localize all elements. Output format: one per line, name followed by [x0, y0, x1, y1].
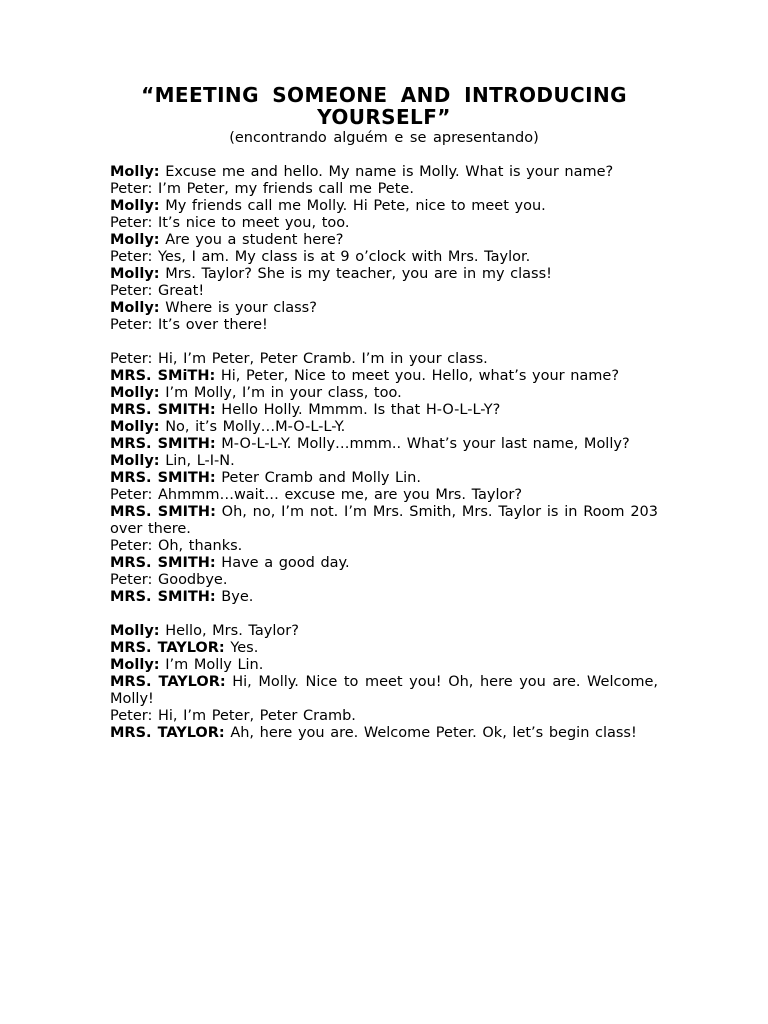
line-text: Oh, no, I’m not. I’m Mrs. Smith, Mrs. Taylor is in Room 203 over there. [110, 504, 659, 537]
line-text: Bye. [215, 589, 254, 605]
line-text: I’m Molly, I’m in your class, too. [159, 385, 402, 401]
speaker-name: Molly: [110, 300, 160, 316]
dialogue-line [110, 385, 658, 402]
speaker-name: MRS. SMITH: [110, 470, 216, 486]
dialogue-line [110, 640, 658, 657]
dialogue-line [110, 300, 658, 317]
line-text: Peter: Hi, I’m Peter, Peter Cramb. I’m in your class. [110, 351, 488, 367]
dialogue-line [110, 589, 658, 606]
line-text: Peter: Oh, thanks. [110, 538, 243, 554]
speaker-name: MRS. SMITH: [110, 436, 216, 452]
speaker-name: Molly: [110, 164, 160, 180]
line-text: Lin, L-I-N. [159, 453, 235, 469]
document-title: “MEETING SOMEONE AND INTRODUCING YOURSELF” [141, 83, 627, 129]
line-text: Peter: Yes, I am. My class is at 9 o’clock with Mrs. Taylor. [110, 249, 531, 265]
speaker-name: MRS. TAYLOR: [110, 725, 225, 741]
line-text: M-O-L-L-Y. Molly…mmm.. What’s your last name, Molly? [215, 436, 630, 452]
speaker-name: MRS. SMITH: [110, 504, 216, 520]
speaker-name: Molly: [110, 623, 160, 639]
line-text: Peter: Ahmmm…wait… excuse me, are you Mrs. Taylor? [110, 487, 523, 503]
dialogue-line [110, 232, 658, 249]
line-text: Have a good day. [215, 555, 350, 571]
dialogue-line [110, 504, 658, 538]
dialogue-line [110, 572, 658, 589]
line-text: I’m Molly Lin. [159, 657, 264, 673]
document-subtitle: (encontrando alguém e se apresentando) [229, 130, 539, 146]
dialogue-line [110, 674, 658, 708]
dialogue-line [110, 623, 658, 640]
dialogue-body [110, 164, 658, 742]
line-text: Hello, Mrs. Taylor? [159, 623, 299, 639]
speaker-name: Molly: [110, 198, 160, 214]
line-text: Excuse me and hello. My name is Molly. What is your name? [159, 164, 614, 180]
speaker-name: MRS. SMITH: [110, 555, 216, 571]
dialogue-line [110, 351, 658, 368]
dialogue-line [110, 198, 658, 215]
dialogue-line [110, 453, 658, 470]
line-text: Where is your class? [159, 300, 317, 316]
line-text: Peter: Hi, I’m Peter, Peter Cramb. [110, 708, 356, 724]
dialogue-line [110, 215, 658, 232]
dialogue-line [110, 419, 658, 436]
line-text: Peter: I’m Peter, my friends call me Pete. [110, 181, 414, 197]
line-text: Peter: Goodbye. [110, 572, 228, 588]
speaker-name: Molly: [110, 419, 160, 435]
speaker-name: MRS. SMITH: [110, 402, 216, 418]
line-text: Hi, Peter, Nice to meet you. Hello, what’s your name? [215, 368, 620, 384]
line-text: My friends call me Molly. Hi Pete, nice to meet you. [159, 198, 546, 214]
dialogue-line [110, 181, 658, 198]
dialogue-line [110, 708, 658, 725]
line-text: Peter: It’s over there! [110, 317, 268, 333]
section-spacer [110, 606, 658, 623]
dialogue-line [110, 555, 658, 572]
dialogue-line [110, 657, 658, 674]
line-text: Peter Cramb and Molly Lin. [215, 470, 421, 486]
line-text: No, it’s Molly…M-O-L-L-Y. [159, 419, 346, 435]
line-text: Are you a student here? [159, 232, 344, 248]
line-text: Yes. [224, 640, 259, 656]
speaker-name: Molly: [110, 453, 160, 469]
speaker-name: MRS. SMiTH: [110, 368, 216, 384]
dialogue-line [110, 402, 658, 419]
line-text: Peter: It’s nice to meet you, too. [110, 215, 350, 231]
speaker-name: Molly: [110, 385, 160, 401]
speaker-name: Molly: [110, 232, 160, 248]
section-spacer [110, 334, 658, 351]
dialogue-line [110, 249, 658, 266]
line-text: Hello Holly. Mmmm. Is that H-O-L-L-Y? [215, 402, 501, 418]
dialogue-line [110, 725, 658, 742]
dialogue-line [110, 436, 658, 453]
dialogue-line [110, 266, 658, 283]
speaker-name: Molly: [110, 657, 160, 673]
speaker-name: MRS. SMITH: [110, 589, 216, 605]
dialogue-line [110, 487, 658, 504]
dialogue-line [110, 283, 658, 300]
speaker-name: MRS. TAYLOR: [110, 674, 226, 690]
dialogue-line [110, 368, 658, 385]
dialogue-line [110, 164, 658, 181]
speaker-name: Molly: [110, 266, 160, 282]
dialogue-line [110, 538, 658, 555]
line-text: Hi, Molly. Nice to meet you! Oh, here you are. Welcome, Molly! [110, 674, 658, 707]
line-text: Peter: Great! [110, 283, 205, 299]
line-text: Ah, here you are. Welcome Peter. Ok, let’s begin class! [224, 725, 637, 741]
dialogue-line [110, 470, 658, 487]
dialogue-line [110, 317, 658, 334]
line-text: Mrs. Taylor? She is my teacher, you are in my class! [159, 266, 552, 282]
speaker-name: MRS. TAYLOR: [110, 640, 225, 656]
